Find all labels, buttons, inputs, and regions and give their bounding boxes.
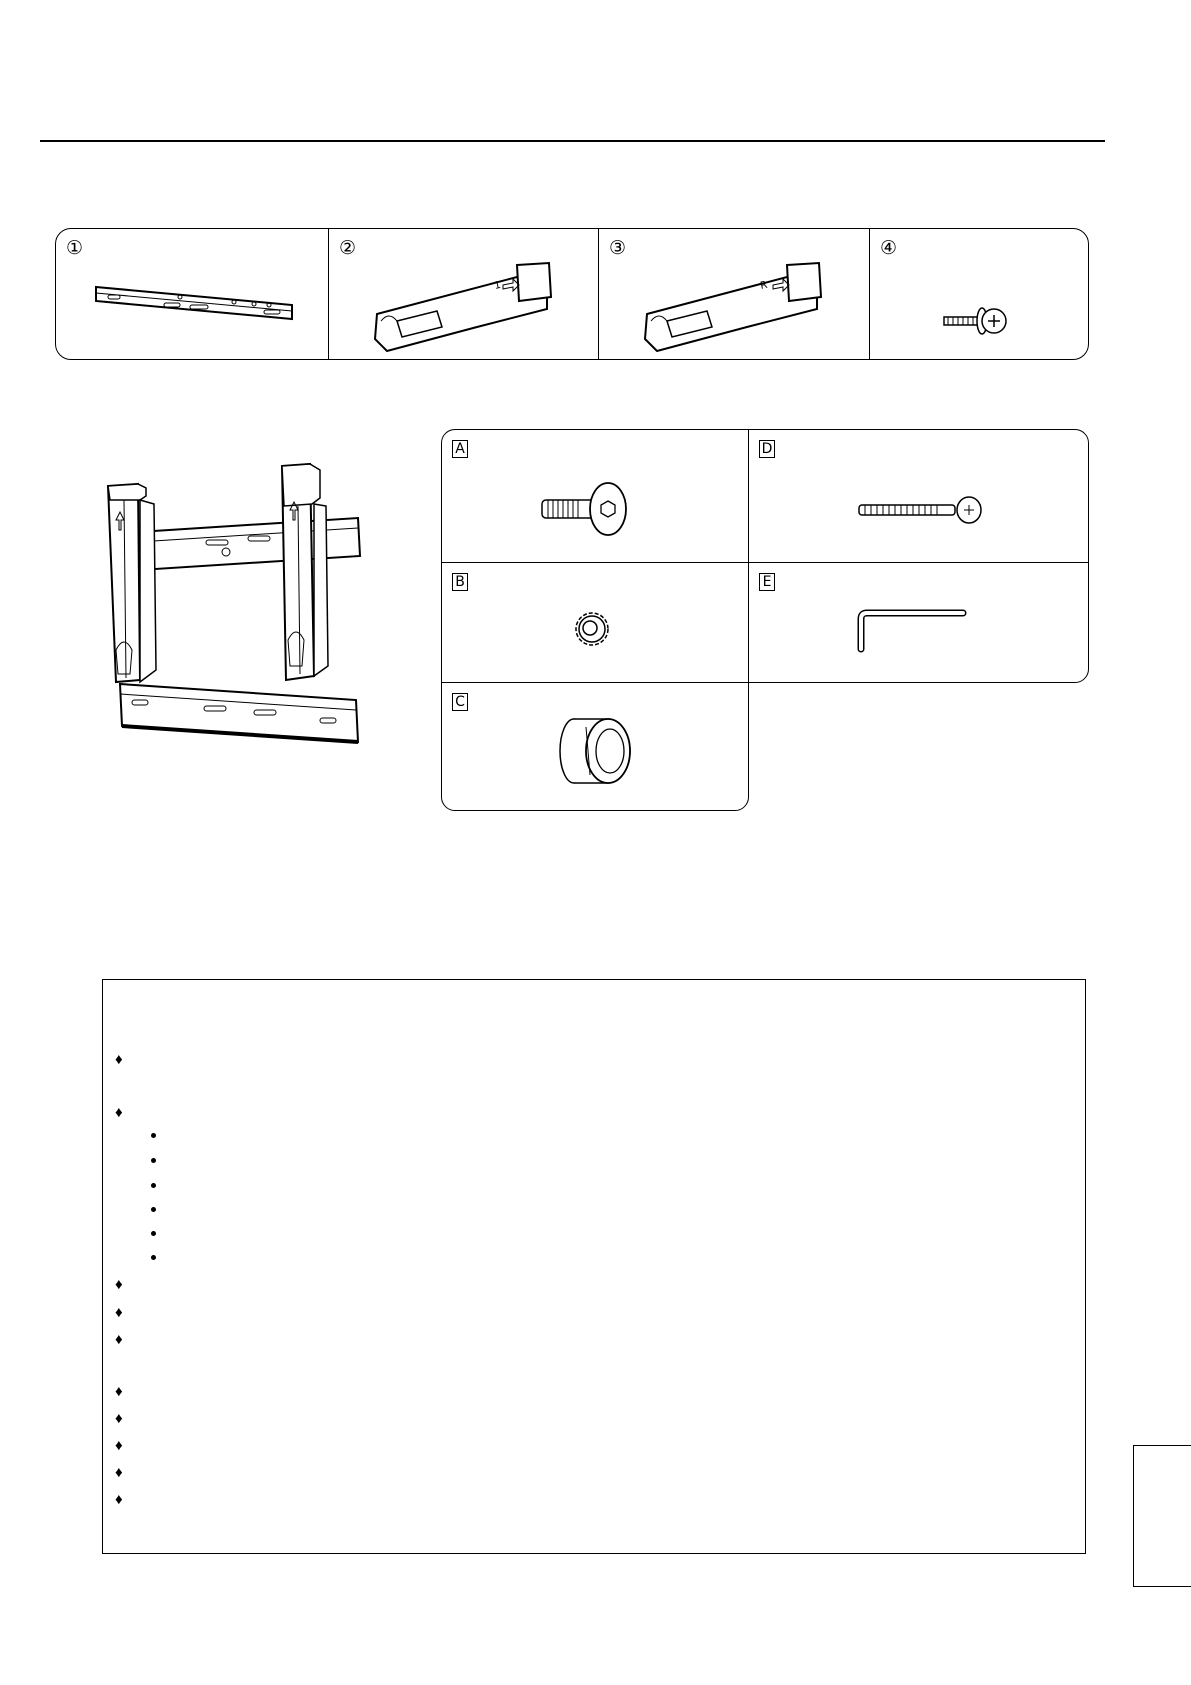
note-bullet: ♦ (115, 1276, 123, 1293)
note-bullet: ♦ (115, 1304, 123, 1321)
note-bullet: ♦ (115, 1464, 123, 1481)
part-3-number: ③ (609, 237, 627, 259)
screw-with-washer-icon (942, 303, 1022, 343)
accessories-panel (441, 429, 1089, 811)
sub-bullet-dot (151, 1158, 156, 1163)
note-bullet: ♦ (115, 1437, 123, 1454)
part-2-cell (329, 229, 599, 359)
note-bullet: ♦ (115, 1491, 123, 1508)
part-3-cell (599, 229, 870, 359)
svg-text:1: 1 (493, 279, 502, 292)
left-arm-bracket-icon (367, 259, 567, 359)
note-bullet: ♦ (115, 1051, 123, 1068)
part-4-number: ④ (880, 237, 898, 259)
notes-box (102, 979, 1086, 1554)
spacer-icon (550, 713, 640, 789)
long-screw-icon (857, 496, 987, 526)
part-1-cell (56, 229, 329, 359)
wall-rail-icon (94, 277, 294, 337)
right-arm-bracket-icon (637, 259, 837, 359)
note-bullet: ♦ (115, 1410, 123, 1427)
accessory-c-cell (441, 682, 749, 811)
accessory-c-letter: C (452, 693, 468, 711)
accessory-d-cell (748, 429, 1089, 563)
part-1-number: ① (66, 237, 84, 259)
part-2-number: ② (339, 237, 357, 259)
svg-text:R: R (759, 279, 769, 292)
sub-bullet-dot (151, 1207, 156, 1212)
sub-bullet-dot (151, 1231, 156, 1236)
hex-key-icon (853, 609, 973, 653)
part-4-cell (870, 229, 1089, 359)
accessory-a-cell (441, 429, 749, 563)
assembled-wall-mount-icon (108, 460, 370, 750)
accessory-e-letter: E (759, 573, 775, 591)
note-bullet: ♦ (115, 1104, 123, 1121)
sub-bullet-dot (151, 1183, 156, 1188)
sub-bullet-dot (151, 1255, 156, 1260)
side-tab (1133, 1445, 1191, 1587)
toothed-washer-icon (570, 607, 616, 653)
accessory-d-letter: D (759, 440, 775, 458)
accessory-b-letter: B (452, 573, 468, 591)
accessory-e-cell (748, 562, 1089, 683)
header-rule (40, 140, 1105, 142)
sub-bullet-dot (151, 1133, 156, 1138)
note-bullet: ♦ (115, 1383, 123, 1400)
parts-list-panel (55, 228, 1089, 360)
hex-socket-bolt-icon (540, 482, 630, 538)
note-bullet: ♦ (115, 1331, 123, 1348)
accessory-b-cell (441, 562, 749, 683)
accessory-a-letter: A (452, 440, 468, 458)
